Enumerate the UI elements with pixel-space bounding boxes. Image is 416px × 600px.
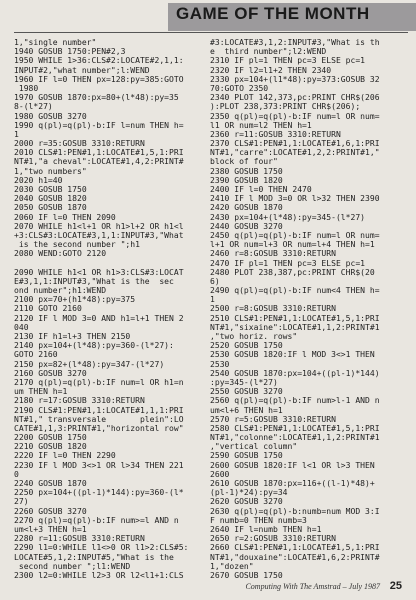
code-line: um THEN h=1 — [14, 387, 68, 397]
code-line: 2190 CLS#1:PEN#1,1:LOCATE#1,1,1:PRI — [14, 405, 184, 415]
code-line: INPUT#2,"what number";l:WEND — [14, 65, 150, 75]
code-line: LOCATE#5,1,2:INPUT#5,"What is the — [14, 552, 174, 562]
code-line: 2120 IF l MOD 3=0 AND h1=l+1 THEN 2 — [14, 313, 184, 323]
code-line: 2350 q(pl)=q(pl)-b:IF num=l OR num= — [210, 111, 380, 121]
code-line: NT#1,"carre":LOCATE#1,2,2:PRINT#1," — [210, 148, 380, 158]
listing-column-left — [14, 38, 202, 580]
code-line: 2600 — [210, 469, 230, 479]
code-line: 2460 r=8:GOSUB 3310:RETURN — [210, 249, 336, 259]
code-line: NT#1,"sixaine":LOCATE#1,1,2:PRINT#1 — [210, 322, 380, 332]
code-line: 2140 px=104+(l*48):py=360-(l*27): — [14, 341, 174, 351]
code-line: 2530 GOSUB 1820:IF l MOD 3<>1 THEN — [210, 350, 375, 360]
code-line: 1980 GOSUB 3270 — [14, 111, 87, 121]
code-line: 2310 IF pl=1 THEN pc=3 ELSE pc=1 — [210, 56, 366, 66]
code-line: 1970 GOSUB 1870:px=80+(l*48):py=35 — [14, 93, 179, 103]
code-line: +3:CLS#3:LOCATE#3,1,1:INPUT#3,"What — [14, 230, 184, 240]
code-line: F numb=0 THEN numb=3 — [210, 515, 307, 525]
code-line: 2500 r=8:GOSUB 3310:RETURN — [210, 304, 336, 314]
code-line: 2210 GOSUB 1820 — [14, 442, 87, 452]
code-line: 2320 IF l2=l1+2 THEN 2340 — [210, 65, 332, 75]
code-line: um<l+6 THEN h=1 — [210, 405, 283, 415]
code-line: 1,"single number" — [14, 38, 97, 47]
code-line: NT#1,"a cheval":LOCATE#1,4,2:PRINT# — [14, 157, 184, 167]
code-line: 2550 GOSUB 3270 — [210, 387, 283, 397]
code-line: 2570 r=5:GOSUB 3310:RETURN — [210, 414, 336, 424]
code-line: second number ";l1:WEND — [14, 561, 131, 571]
code-line: 8-(l*27) — [14, 102, 53, 112]
section-title: GAME OF THE MONTH — [176, 4, 370, 23]
code-line: 2040 GOSUB 1820 — [14, 194, 87, 204]
code-line: 2230 IF l MOD 3<>1 OR l>34 THEN 221 — [14, 460, 184, 470]
code-line: NT#1,"colonne":LOCATE#1,1,2:PRINT#1 — [210, 433, 380, 443]
code-line: 2370 CLS#1:PEN#1,1:LOCATE#1,6,1:PRI — [210, 139, 380, 149]
code-line: 70:GOTO 2350 — [210, 83, 269, 93]
code-line: 2090 WHILE h1<1 OR h1>3:CLS#3:LOCAT — [14, 267, 184, 277]
code-line: 2520 GOSUB 1750 — [210, 341, 283, 351]
code-line: 2640 IF l=numb THEN h=1 — [210, 524, 322, 534]
code-line: 1 — [210, 295, 215, 305]
code-line: 2060 IF l=0 THEN 2090 — [14, 212, 116, 222]
code-line: 2180 r=17:GOSUB 3310:RETURN — [14, 396, 145, 406]
code-line: 2250 px=104+((pl-1)*144):py=360-(l* — [14, 488, 184, 498]
code-line — [14, 259, 202, 268]
code-line: NT#1," transversale plein":LO — [14, 414, 184, 424]
code-line: 27) — [14, 497, 29, 507]
code-line: 1950 WHILE 1>36:CLS#2:LOCATE#2,1,1: — [14, 56, 184, 66]
code-line: ,"two horiz. rows" — [210, 332, 298, 341]
code-line: 2170 q(pl)=q(pl)-b:IF num=l OR h1=n — [14, 377, 184, 387]
code-line: ond number";h1:WEND — [14, 286, 107, 296]
page-footer — [0, 582, 416, 596]
code-line: is the second number ";h1 — [14, 240, 140, 250]
code-line: 2630 q(pl)=q(pl)-b:numb=num MOD 3:I — [210, 506, 380, 516]
code-line: 040 — [14, 322, 29, 332]
code-line: 2080 WEND:GOTO 2120 — [14, 249, 107, 259]
code-line: um<l+3 THEN h=1 — [14, 524, 87, 534]
code-line: 1990 q(pl)=q(pl)-b:IF l=num THEN h= — [14, 120, 184, 130]
code-line: 2470 IF pl=1 THEN pc=3 ELSE pc=1 — [210, 258, 366, 268]
code-line: 2490 q(pl)=q(pl)-b:IF num<4 THEN h= — [210, 286, 380, 296]
code-line: CATE#1,1,3:PRINT#1,"horizontal row" — [14, 423, 184, 433]
code-line: 2280 r=11:GOSUB 3310:RETURN — [14, 534, 145, 544]
code-line: 2010 CLS#1:PEN#1,1:LOCATE#1,5,1:PRI — [14, 148, 184, 158]
code-line: 1940 GOSUB 1750:PEN#2,3 — [14, 47, 126, 57]
header-rule — [14, 32, 408, 33]
code-line: :py=345-(l*27) — [210, 377, 278, 387]
code-line: 2660 CLS#1:PEN#1,1:LOCATE#1,5,1:PRI — [210, 543, 380, 553]
code-line: 2430 px=104+(l*48):py=345-(l*27) — [210, 212, 366, 222]
code-line: 2150 px=82+(l*48):py=347-(l*27) — [14, 359, 165, 369]
code-line: 2290 l1=0:WHILE l1<>0 OR l1>2:CLS#5: — [14, 543, 189, 553]
code-line: 1,"two numbers" — [14, 166, 87, 176]
code-line: 2600 GOSUB 1820:IF l<1 OR l>3 THEN — [210, 460, 375, 470]
code-line: ):PLOT 238,373:PRINT CHR$(206); — [210, 102, 361, 112]
code-line: 2480 PLOT 238,387,pc:PRINT CHR$(20 — [210, 267, 375, 277]
code-line: e third number";l2:WEND — [210, 47, 327, 57]
code-line: 2100 px=70+(h1*48):py=375 — [14, 295, 136, 305]
publication-credit: Computing With The Amstrad – July 1987 — [245, 582, 380, 591]
code-line: (pl-1)*24):py=34 — [210, 488, 288, 498]
code-line: 2650 r=2:GOSUB 3310:RETURN — [210, 534, 336, 544]
code-line: 2240 GOSUB 1870 — [14, 479, 87, 488]
code-line: 2110 GOTO 2160 — [14, 304, 82, 314]
code-line: 1980 — [14, 83, 39, 93]
code-line: 2050 GOSUB 1870 — [14, 203, 87, 213]
code-line: 2330 px=104+(l1*48):py=373:GOSUB 32 — [210, 74, 380, 84]
code-line: 2340 PLOT 142,373,pc:PRINT CHR$(206 — [210, 93, 380, 103]
code-line: 2670 GOSUB 1750 — [210, 570, 283, 580]
code-line: block of four" — [210, 157, 278, 167]
code-line: 2610 GOSUB 1870:px=116+((l-1)*48)+ — [210, 479, 375, 488]
page-header — [0, 0, 416, 34]
code-line: 2360 r=11:GOSUB 3310:RETURN — [210, 129, 341, 139]
code-line: #3:LOCATE#3,1,2:INPUT#3,"What is th — [210, 38, 380, 47]
code-line: 2510 CLS#1:PEN#1,1:LOCATE#1,5,1:PRI — [210, 313, 380, 323]
code-line: 2530 — [210, 359, 230, 369]
code-line: 2580 CLS#1:PEN#1,1:LOCATE#1,5,1:PRI — [210, 423, 380, 433]
code-line: 2220 IF l=0 THEN 2290 — [14, 451, 116, 461]
code-line: 1,"dozen" — [210, 561, 254, 571]
code-line: 2540 GOSUB 1870:px=104+((pl-1)*144) — [210, 368, 380, 378]
code-line: 2160 GOSUB 3270 — [14, 368, 87, 378]
code-line: GOTO 2160 — [14, 350, 58, 360]
code-line: 1960 IF l=0 THEN px=128:py=385:GOTO — [14, 74, 184, 84]
code-line: 1 — [14, 129, 19, 139]
listing-column-right — [210, 38, 398, 580]
code-line: 2300 l2=0:WHILE l2>3 OR l2<l1+1:CLS — [14, 570, 184, 580]
code-line: 2130 IF h1=l+3 THEN 2150 — [14, 332, 131, 341]
code-line: 2400 IF l=0 THEN 2470 — [210, 185, 312, 194]
code-line: 2560 q(pl)=q(pl)-b:IF num>l-1 AND n — [210, 396, 380, 406]
code-line: 2620 GOSUB 3270 — [210, 497, 283, 507]
code-line: 2390 GOSUB 1820 — [210, 175, 283, 185]
code-line: 2260 GOSUB 3270 — [14, 506, 87, 516]
code-line: 2270 q(pl)=q(pl)-b:IF num>=l AND n — [14, 515, 179, 525]
code-line: NT#1,"douxaine":LOCATE#1,6,2:PRINT# — [210, 552, 380, 562]
code-line: 2070 WHILE h1<l+1 OR h1>l+2 OR h1<l — [14, 221, 184, 231]
code-line: 0 — [14, 469, 19, 479]
code-line: 2030 GOSUB 1750 — [14, 185, 87, 194]
code-line: ,"vertical column" — [210, 442, 298, 452]
code-line: 2380 GOSUB 1750 — [210, 166, 283, 176]
code-line: 2450 q(pl)=q(pl)-b:IF num=l OR num= — [210, 230, 380, 240]
code-line: 2200 GOSUB 1750 — [14, 433, 87, 443]
code-line: 2420 GOSUB 1870 — [210, 203, 283, 213]
code-line: l1 OR num=l2 THEN h=1 — [210, 120, 312, 130]
code-line: 2410 IF l MOD 3=0 OR l>32 THEN 2390 — [210, 194, 380, 204]
code-line: E#3,1,1:INPUT#3,"What is the sec — [14, 276, 174, 286]
code-line: 6) — [210, 276, 220, 286]
code-line: 2020 h1=40 — [14, 175, 63, 185]
page-number: 25 — [389, 580, 402, 592]
code-line: 2000 r=35:GOSUB 3310:RETURN — [14, 139, 145, 149]
code-line: l+1 OR num=l+3 OR num=l+4 THEN h=1 — [210, 240, 375, 250]
code-line: 2440 GOSUB 3270 — [210, 221, 283, 231]
code-line: 2590 GOSUB 1750 — [210, 451, 283, 461]
